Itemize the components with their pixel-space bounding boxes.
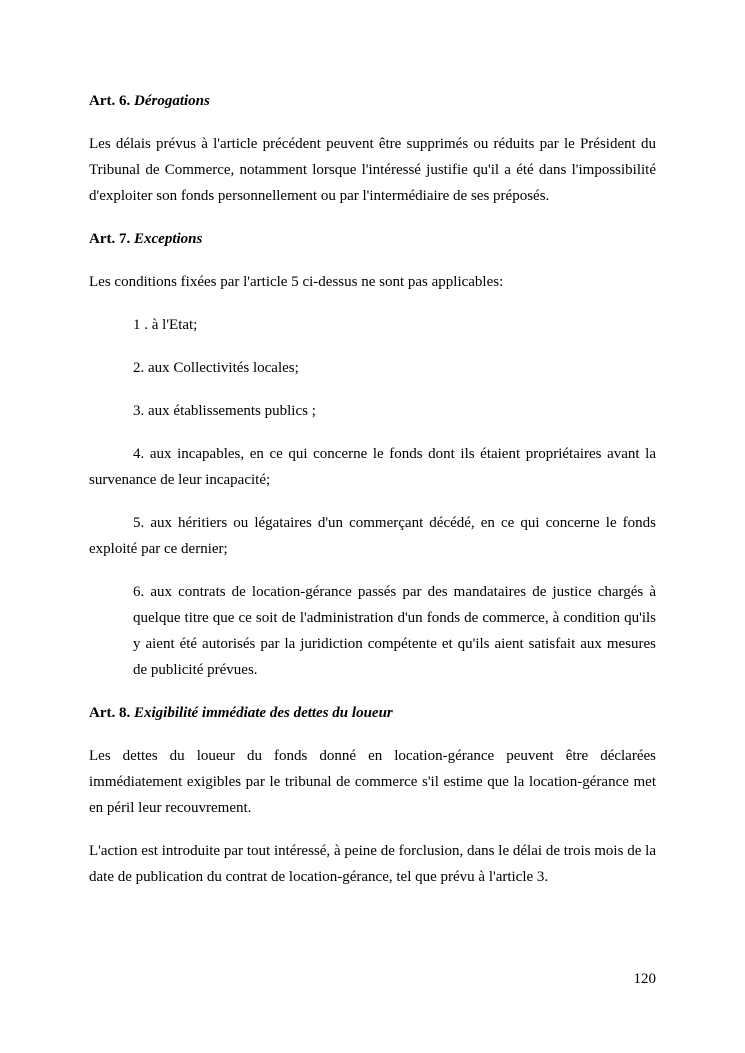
article-7-intro: Les conditions fixées par l'article 5 ci-dessus ne sont pas applicables: [89,274,504,290]
article-7-label: Art. 7. [89,231,131,247]
article-8 [89,700,656,890]
article-6 [89,88,656,209]
article-7 [89,226,656,683]
article-8-paragraph-2: L'action est introduite par tout intéressé, à peine de forclusion, dans le délai de trois mois de la date de publication du contrat de location-gérance, tel que prévu à l'article 3. [89,843,656,885]
article-7-item-6: 6. aux contrats de location-gérance passés par des mandataires de justice chargés à quelque titre que ce soit de l'administration d'un fonds de commerce, à condition qu'ils y aient été autorisés par la juridiction compétente et qu'ils aient satisfait aux mesures de publicité prévues. [133,584,656,678]
article-8-title: Exigibilité immédiate des dettes du loueur [134,705,393,721]
article-7-heading [89,226,656,252]
article-7-item-4: 4. aux incapables, en ce qui concerne le fonds dont ils étaient propriétaires avant la survenance de leur incapacité; [89,446,656,488]
article-7-item-3: 3. aux établissements publics ; [133,403,316,419]
article-8-heading [89,700,656,726]
article-7-item-1: 1 . à l'Etat; [133,317,198,333]
article-6-body: Les délais prévus à l'article précédent peuvent être supprimés ou réduits par le Président du Tribunal de Commerce, notamment lorsque l'intéressé justifie qu'il a été dans l'impossibilité d'exploiter son fonds personnellement ou par l'intermédiaire de ses préposés. [89,136,656,204]
page-number: 120 [633,971,656,987]
article-6-heading [89,88,656,114]
article-8-paragraph-1: Les dettes du loueur du fonds donné en location-gérance peuvent être déclarées immédiatement exigibles par le tribunal de commerce s'il estime que la location-gérance met en péril leur recouvrement. [89,748,656,816]
article-7-title: Exceptions [134,231,203,247]
article-7-item-2: 2. aux Collectivités locales; [133,360,299,376]
article-8-label: Art. 8. [89,705,131,721]
article-6-label: Art. 6. [89,93,131,109]
article-6-title: Dérogations [134,93,210,109]
article-7-item-5: 5. aux héritiers ou légataires d'un commerçant décédé, en ce qui concerne le fonds exploité par ce dernier; [89,515,656,557]
